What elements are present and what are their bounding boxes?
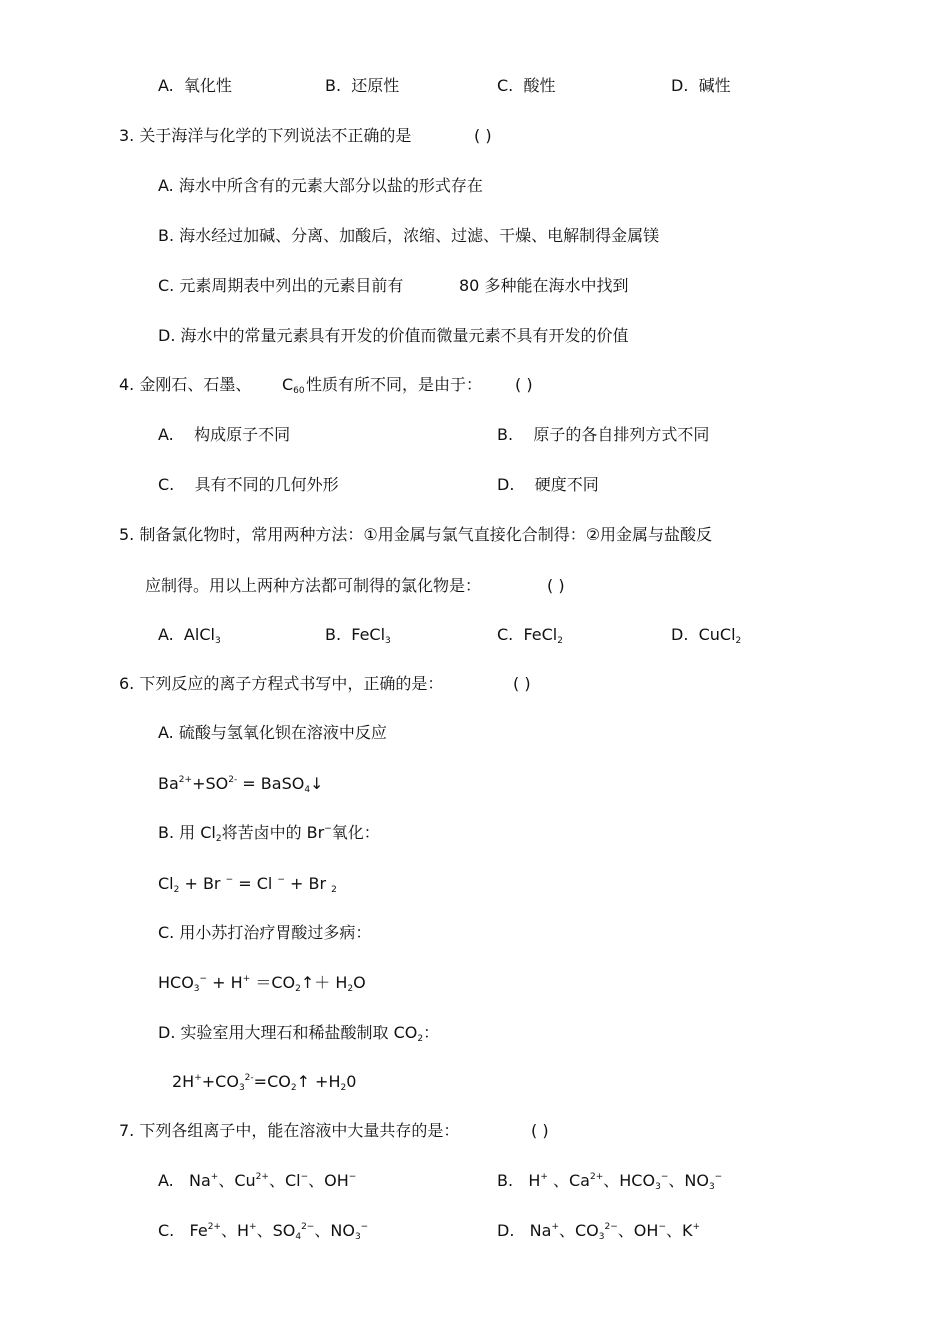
q4-option-d: D. 硬度不同 (497, 475, 599, 494)
q7-answer-paren: ( ) (531, 1121, 549, 1140)
q7-option-d: D. Na+、$CO_3^{2-}$、OH−、K+ (497, 1221, 701, 1242)
q6-stem: 6. 下列反应的离子方程式书写中，正确的是： (119, 674, 444, 693)
q5-answer-paren: ( ) (547, 576, 565, 595)
q5-option-b: B. FeCl$_3$ (325, 625, 391, 646)
q4-option-c: C. 具有不同的几何外形 (158, 475, 339, 494)
q2-option-d: D. 碱性 (671, 76, 731, 95)
q3-answer-paren: ( ) (474, 126, 492, 145)
q5-stem-line2: 应制得。用以上两种方法都可制得的氯化物是： (145, 576, 482, 595)
q7-option-a: A. Na+、$Cu^{2+}$、Cl−、OH− (158, 1171, 357, 1190)
q3-option-b: B. 海水经过加碱、分离、加酸后，浓缩、过滤、干燥、电解制得金属镁 (158, 226, 660, 245)
q6-option-d-equation: $2H^++CO_3^{2-}=CO_2↑ +H_20$ (172, 1072, 357, 1093)
q6-option-c-equation: $HCO_3^- + H^+$ $=CO_2↑+ H_2O$ (158, 973, 366, 994)
q3-stem: 3. 关于海洋与化学的下列说法不正确的是 (119, 126, 412, 145)
q2-option-c: C. 酸性 (497, 76, 556, 95)
q6-option-a-head: A. 硫酸与氢氧化钡在溶液中反应 (158, 723, 387, 742)
q3-option-a: A. 海水中所含有的元素大部分以盐的形式存在 (158, 176, 483, 195)
q2-option-a: A. 氧化性 (158, 76, 232, 95)
q6-option-b-head: B. 用 $Cl_2$将苦卤中的 Br−氧化： (158, 823, 380, 844)
q4-option-b: B. 原子的各自排列方式不同 (497, 425, 710, 444)
q5-option-c: C. FeCl$_2$ (497, 625, 563, 646)
q6-option-d-head: D. 实验室用大理石和稀盐酸制取 $CO_2$： (158, 1023, 440, 1044)
q6-option-a-equation: $Ba^{2+}+SO^{2-}$ = BaSO$_4$↓ (158, 774, 324, 795)
q2-option-b: B. 还原性 (325, 76, 400, 95)
q5-option-a: A. AlCl$_3$ (158, 625, 221, 646)
q4-answer-paren: ( ) (515, 375, 533, 394)
q4-c60: $C_{60}$ (282, 375, 305, 396)
q6-option-b-equation: $Cl_2 + Br$ − = Cl − + Br $_2$ (158, 874, 337, 895)
q6-option-c-head: C. 用小苏打治疗胃酸过多病： (158, 923, 372, 942)
q3-option-c: C. 元素周期表中列出的元素目前有 (158, 276, 404, 295)
q5-stem-line1: 5. 制备氯化物时，常用两种方法：①用金属与氯气直接化合制得：②用金属与盐酸反 (119, 525, 713, 544)
q5-option-d: D. CuCl$_2$ (671, 625, 742, 646)
q4-stem-tail: 性质有所不同，是由于： (306, 375, 483, 394)
q6-answer-paren: ( ) (513, 674, 531, 693)
q4-stem: 4. 金刚石、石墨、 (119, 375, 252, 394)
q7-option-b: B. H+ 、$Ca^{2+}$、$HCO_3^-$、$NO_3^-$ (497, 1171, 723, 1192)
q7-option-c: C. $Fe^{2+}$、H+、$SO_4^{2-}$、$NO_3^-$ (158, 1221, 369, 1242)
q7-stem: 7. 下列各组离子中，能在溶液中大量共存的是： (119, 1121, 460, 1140)
q3-option-d: D. 海水中的常量元素具有开发的价值而微量元素不具有开发的价值 (158, 326, 629, 345)
q3-option-c-tail: 80 多种能在海水中找到 (459, 276, 629, 295)
q4-option-a: A. 构成原子不同 (158, 425, 291, 444)
